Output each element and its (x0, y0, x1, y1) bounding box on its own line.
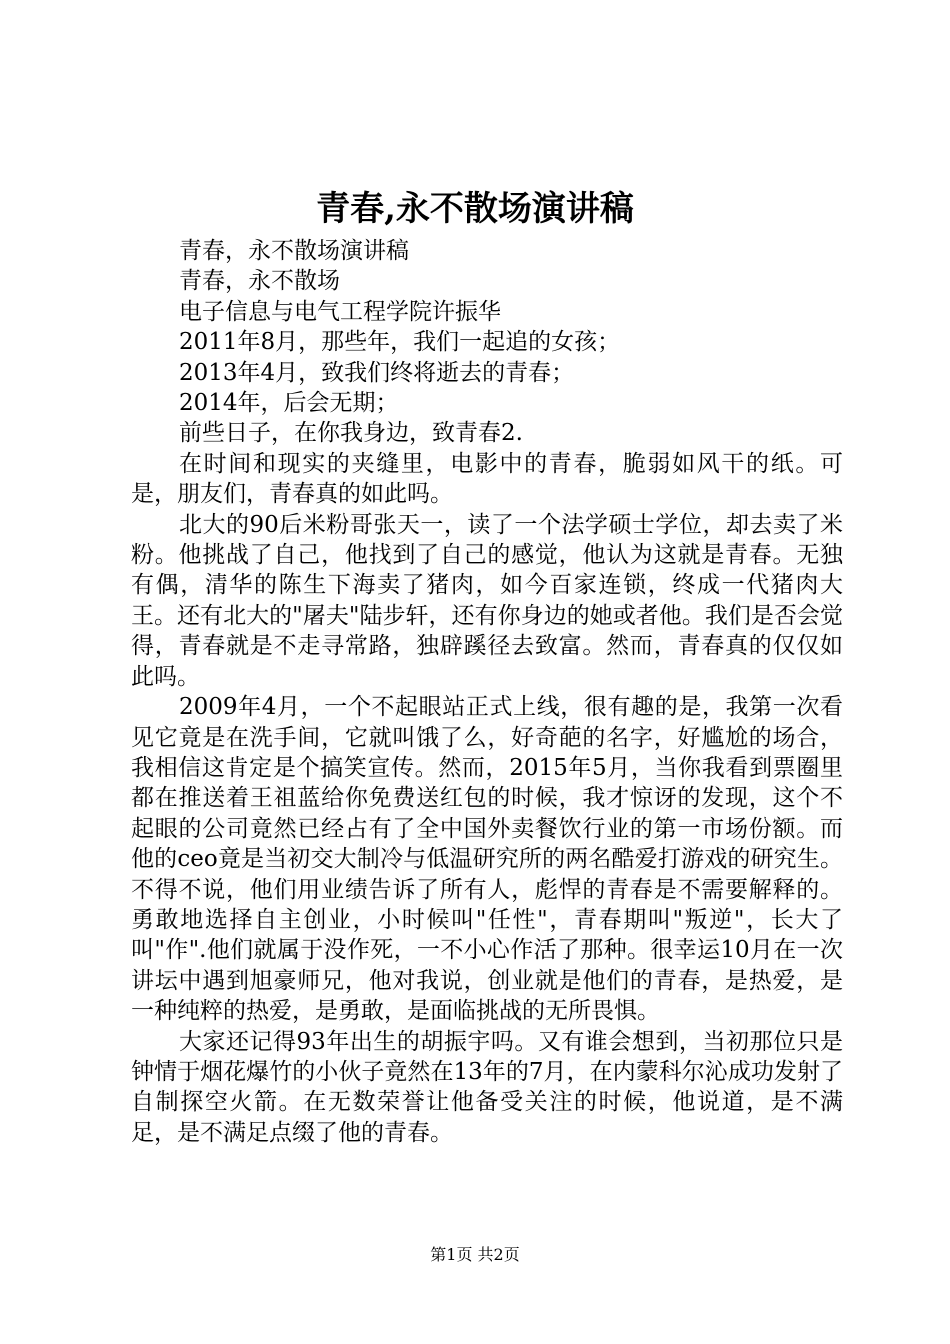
paragraph: 2014年，后会无期； (179, 390, 399, 417)
paragraph: 电子信息与电气工程学院许振华 (179, 298, 501, 325)
paragraph: 青春，永不散场演讲稿 (179, 238, 409, 264)
paragraph: 大家还记得93年出生的胡振宇吗。又有谁会想到，当初那位只是钟情于烟花爆竹的小伙子竟然在13年的7月，在内蒙科尔沁成功发射了自制探空火箭。在无数荣誉让他备受关注的时候，他说道，是不满足，是不满足点缀了他的青春。 (131, 1028, 843, 1146)
paragraph: 2009年4月，一个不起眼站正式上线，很有趣的是，我第一次看见它竟是在洗手间，它就叫饿了么，好奇葩的名字，好尴尬的场合，我相信这肯定是个搞笑宣传。然而，2015年5月，当你我看到票圈里都在推送着王祖蓝给你免费送红包的时候，我才惊讶的发现，这个不起眼的公司竟然已经占有了全中国外卖餐饮行业的第一市场份额。而他的ceo竟是当初交大制冷与低温研究所的两名酷爱打游戏的研究生。不得不说，他们用业绩告诉了所有人，彪悍的青春是不需要解释的。勇敢地选择自主创业，小时候叫"任性"，青春期叫"叛逆"，长大了叫"作".他们就属于没作死，一不小心作活了那种。很幸运10月在一次讲坛中遇到旭豪师兄，他对我说，创业就是他们的青春，是热爱，是一种纯粹的热爱，是勇敢，是面临挑战的无所畏惧。 (131, 694, 843, 1025)
page-footer: 第1页 共2页 (430, 1245, 520, 1264)
document-title: 青春,永不散场演讲稿 (316, 189, 634, 229)
paragraph: 2011年8月，那些年，我们一起追的女孩； (179, 329, 621, 356)
paragraph: 青春，永不散场 (179, 268, 340, 295)
paragraph: 北大的90后米粉哥张天一，读了一个法学硕士学位，却去卖了米粉。他挑战了自己，他找到了自己的感觉，他认为这就是青春。无独有偶，清华的陈生下海卖了猪肉，如今百家连锁，终成一代猪肉大王。还有北大的"屠夫"陆步轩，还有你身边的她或者他。我们是否会觉得，青春就是不走寻常路，独辟蹊径去致富。然而，青春真的仅仅如此吗。 (131, 511, 843, 690)
paragraph: 2013年4月，致我们终将逝去的青春； (179, 359, 575, 386)
paragraph: 在时间和现实的夹缝里，电影中的青春，脆弱如风干的纸。可是，朋友们，青春真的如此吗。 (131, 450, 843, 508)
document-body (131, 236, 843, 1148)
paragraph: 前些日子，在你我身边，致青春2. (179, 420, 523, 447)
